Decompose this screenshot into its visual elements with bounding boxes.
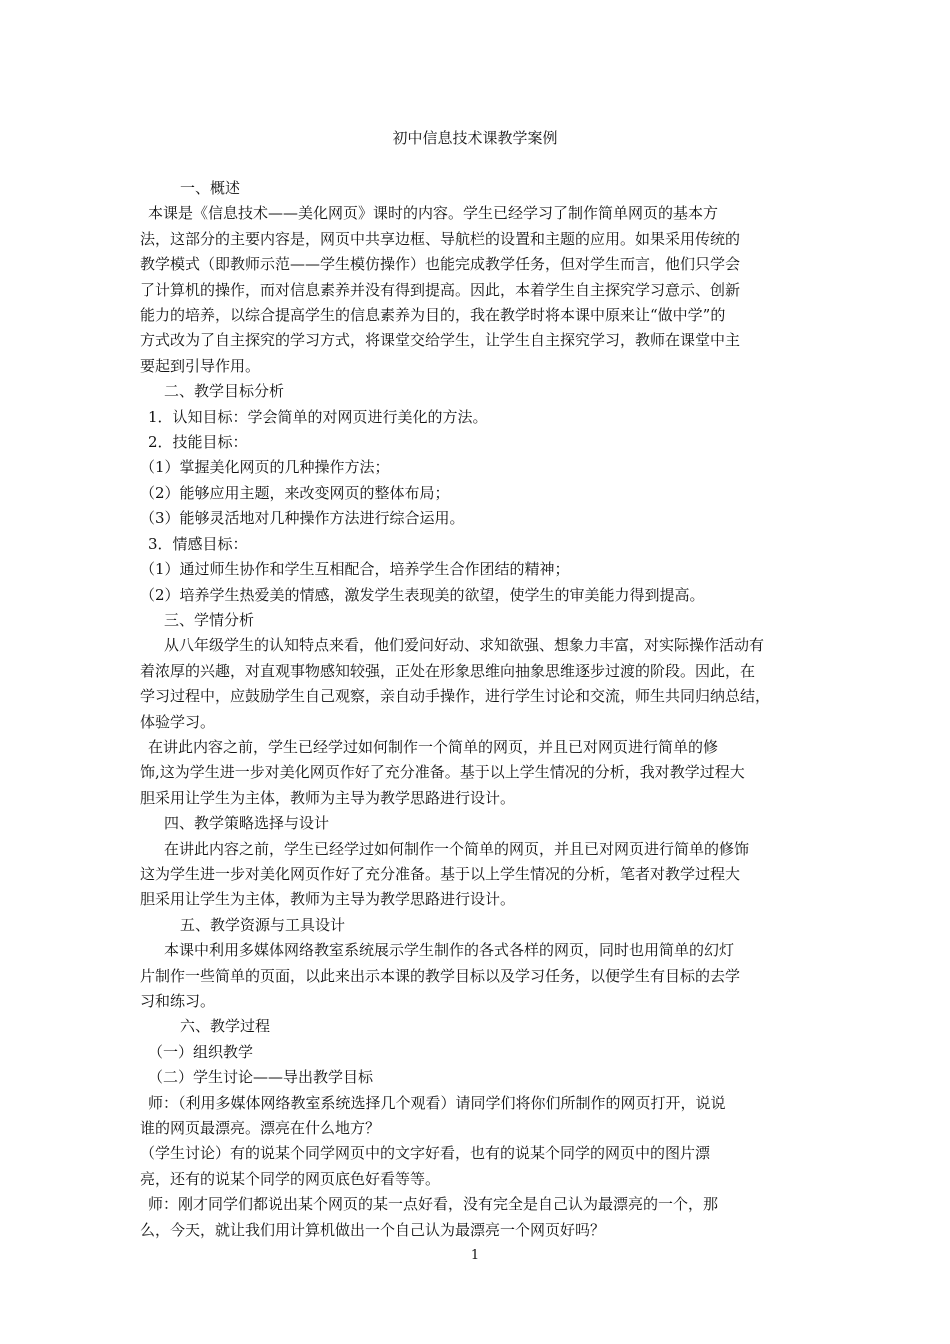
list-item: （2）培养学生热爱美的情感，激发学生表现美的欲望，使学生的审美能力得到提高。	[140, 585, 705, 604]
sub-heading: （一）组织教学	[148, 1042, 254, 1061]
paragraph-line: （学生讨论）有的说某个同学网页中的文字好看，也有的说某个同学的网页中的图片漂	[140, 1144, 711, 1163]
paragraph-line: 能力的培养，以综合提高学生的信息素养为目的，我在教学时将本课中原来让“做中学”的	[140, 306, 726, 325]
paragraph-line: 亮，还有的说某个同学的网页底色好看等等。	[140, 1169, 441, 1188]
list-item: 3．情感目标：	[148, 534, 248, 553]
paragraph-line: 着浓厚的兴趣，对直观事物感知较强，正处在形象思维向抽象思维逐步过渡的阶段。因此，在	[140, 661, 756, 680]
paragraph-line: 体验学习。	[140, 712, 216, 731]
heading-overview: 一、概述	[180, 179, 241, 197]
paragraph-line: 习和练习。	[140, 992, 216, 1010]
document-body	[140, 176, 816, 1243]
paragraph-line: 要起到引导作用。	[140, 356, 261, 375]
paragraph-line: 师：刚才同学们都说出某个网页的某一点好看，没有完全是自己认为最漂亮的一个，那	[148, 1195, 719, 1214]
paragraph-line: 从八年级学生的认知特点来看，他们爱问好动、求知欲强、想象力丰富，对实际操作活动有	[164, 636, 765, 655]
paragraph-line: 方式改为了自主探究的学习方式，将课堂交给学生，让学生自主探究学习，教师在课堂中主	[140, 331, 741, 350]
paragraph-line: 本课是《信息技术——美化网页》课时的内容。学生已经学习了制作简单网页的基本方	[148, 204, 719, 223]
heading-process: 六、教学过程	[180, 1017, 271, 1036]
paragraph-line: 法，这部分的主要内容是，网页中共享边框、导航栏的设置和主题的应用。如果采用传统的	[140, 229, 741, 248]
paragraph-line: 师：（利用多媒体网络教室系统选择几个观看）请同学们将你们所制作的网页打开，说说	[148, 1093, 726, 1112]
paragraph-line: 这为学生进一步对美化网页作好了充分准备。基于以上学生情况的分析，笔者对教学过程大	[140, 864, 741, 883]
list-item: （3）能够灵活地对几种操作方法进行综合运用。	[140, 509, 465, 528]
heading-learner-analysis: 三、学情分析	[164, 610, 255, 629]
paragraph-line: 教学模式（即教师示范——学生模仿操作）也能完成教学任务，但对学生而言，他们只学会	[140, 255, 741, 274]
paragraph-line: 么，今天，就让我们用计算机做出一个自己认为最漂亮一个网页好吗？	[140, 1220, 606, 1239]
paragraph-line: 谁的网页最漂亮。漂亮在什么地方？	[140, 1119, 381, 1138]
paragraph-line: 在讲此内容之前，学生已经学过如何制作一个简单的网页，并且已对网页进行简单的修饰	[164, 839, 750, 858]
heading-resources: 五、教学资源与工具设计	[180, 915, 346, 934]
paragraph-line: 本课中利用多媒体网络教室系统展示学生制作的各式各样的网页，同时也用简单的幻灯	[164, 941, 735, 960]
paragraph-line: 胆采用让学生为主体，教师为主导为教学思路进行设计。	[140, 788, 516, 807]
paragraph-line: 在讲此内容之前，学生已经学过如何制作一个简单的网页，并且已对网页进行简单的修	[148, 737, 719, 756]
paragraph-line: 学习过程中，应鼓励学生自己观察，亲自动手操作，进行学生讨论和交流，师生共同归纳总结，	[140, 687, 771, 706]
paragraph-line: 片制作一些简单的页面，以此来出示本课的教学目标以及学习任务，以便学生有目标的去学	[140, 966, 741, 985]
heading-objectives: 二、教学目标分析	[164, 382, 285, 401]
document-title: 初中信息技术课教学案例	[392, 129, 558, 147]
paragraph-line: 胆采用让学生为主体，教师为主导为教学思路进行设计。	[140, 890, 516, 909]
list-item: （2）能够应用主题，来改变网页的整体布局；	[140, 483, 450, 502]
list-item: （1）通过师生协作和学生互相配合，培养学生合作团结的精神；	[140, 560, 570, 579]
paragraph-line: 饰,这为学生进一步对美化网页作好了充分准备。基于以上学生情况的分析，我对教学过程大	[140, 763, 745, 782]
sub-heading: （二）学生讨论——导出教学目标	[148, 1068, 374, 1087]
list-item: （1）掌握美化网页的几种操作方法；	[140, 458, 390, 477]
heading-strategy: 四、教学策略选择与设计	[164, 814, 330, 833]
page-number: 1	[470, 1248, 480, 1263]
list-item: 1．认知目标：学会简单的对网页进行美化的方法。	[148, 407, 488, 426]
paragraph-line: 了计算机的操作，而对信息素养并没有得到提高。因此，本着学生自主探究学习意示、创新	[140, 280, 741, 299]
list-item: 2．技能目标：	[148, 433, 248, 452]
